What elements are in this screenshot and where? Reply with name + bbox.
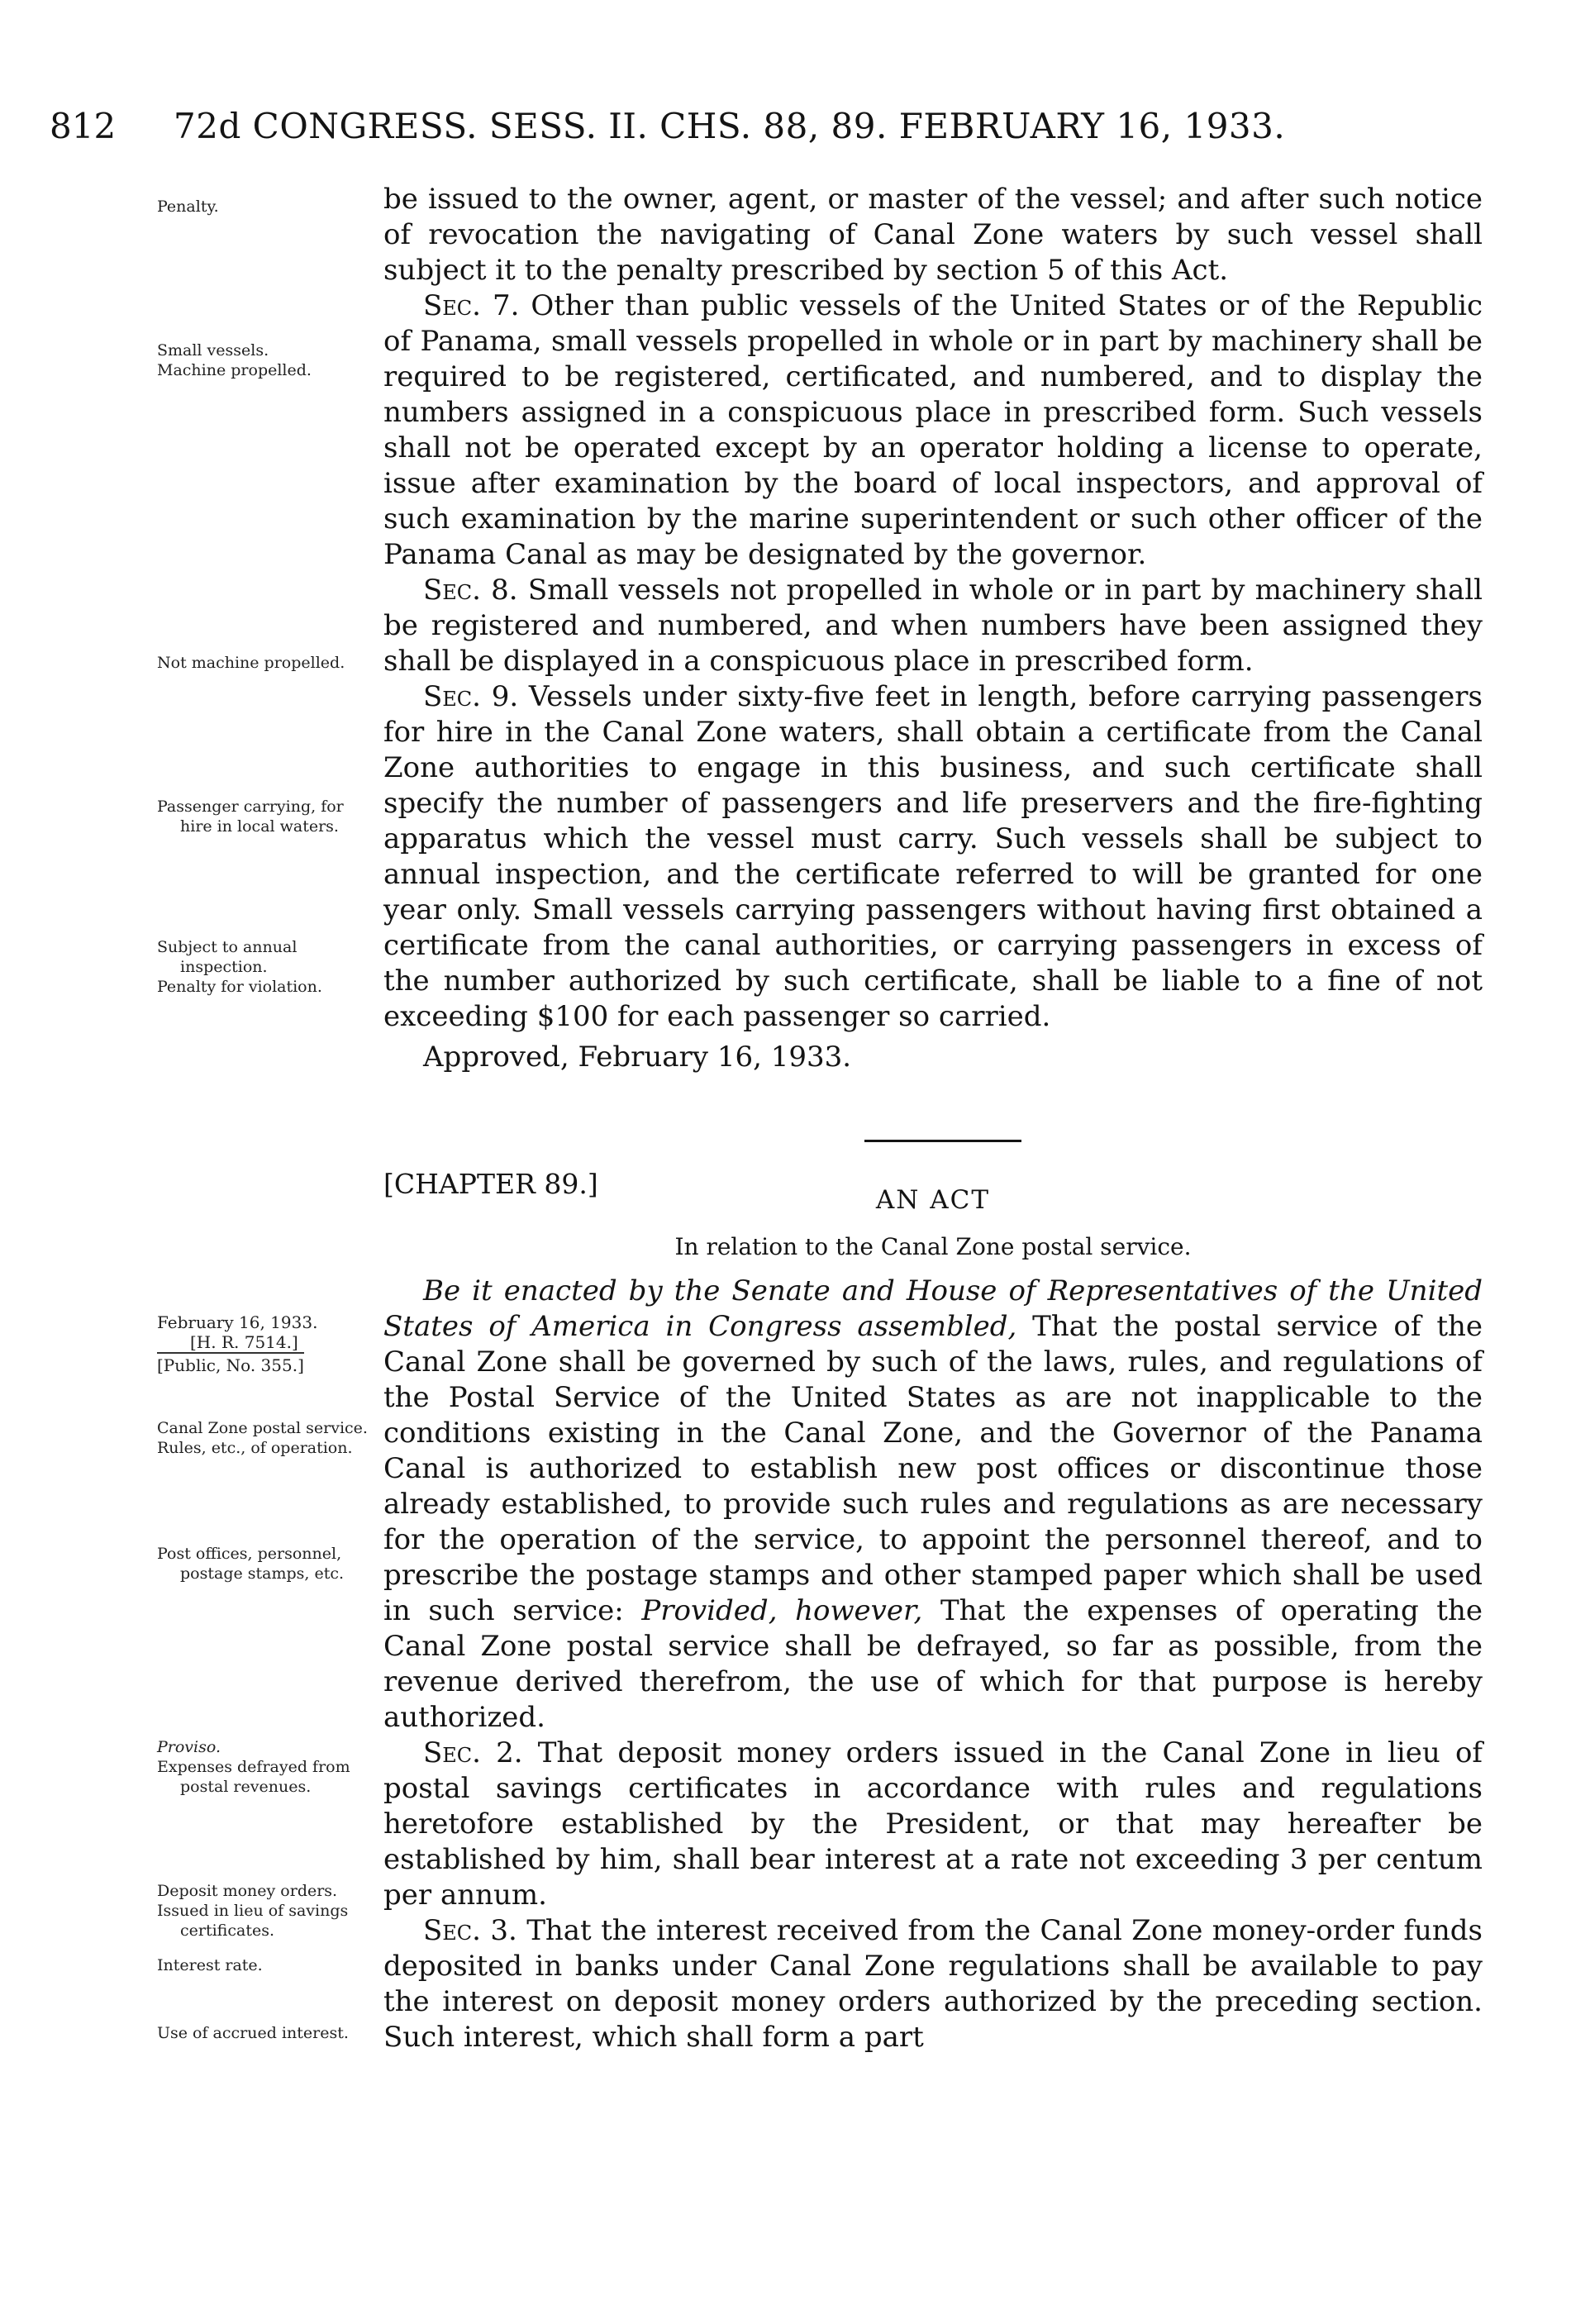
section-9 <box>383 679 1483 1035</box>
section-2-text: That deposit money orders issued in the Canal Zone in lieu of postal savings certificates in accordance with rules and regulations heretofore established by the President, or that may hereafter be established by him, shall bear interest at a rate not exceeding 3 per centum per annum. <box>383 1736 1483 1912</box>
section-7-label: Sec. 7. <box>423 289 520 322</box>
section-1-text-b: That the expenses of operating the Canal Zone postal service shall be defrayed, so far as possible, from the revenue derived therefrom, the use of which for that purpose is hereby authorized. <box>383 1594 1483 1734</box>
section-9-label: Sec. 9. <box>423 680 519 713</box>
section-3-label: Sec. 3. <box>423 1914 517 1947</box>
section-3 <box>383 1913 1483 2055</box>
sidenote-post-offices-label: Post offices, personnel, postage stamps, etc. <box>157 1545 345 1583</box>
sidenote-postal-service <box>157 1418 374 1458</box>
section-8 <box>383 573 1483 679</box>
sidenote-accrued-interest-label: Use of accrued interest. <box>157 2024 349 2042</box>
sidenote-proviso: Proviso. <box>157 1738 221 1756</box>
sidenote-public-number: [Public, No. 355.] <box>157 1352 304 1375</box>
sidenote-rules: Rules, etc., of operation. <box>157 1439 353 1457</box>
section-7-text: Other than public vessels of the United States or of the Republic of Panama, small vessels propelled in whole or in part by machinery shall be required to be registered, certificated, and numbered, and to display the numbers assigned in a conspicuous place in prescribed form. Such vessels shall not be operated except by an operator holding a license to operate, issue after examination by the board of local inspectors, and approval of such examination by the marine superintendent or such other officer of the Panama Canal as may be designated by the governor. <box>383 289 1483 571</box>
section-8-label: Sec. 8. <box>423 574 518 607</box>
running-title: 72d CONGRESS. SESS. II. CHS. 88, 89. FEBRUARY 16, 1933. <box>174 106 1286 146</box>
sidenote-annual-inspection <box>157 937 374 997</box>
paragraph-continuation: be issued to the owner, agent, or master of the vessel; and after such notice of revocation the navigating of Canal Zone waters by such vessel shall subject it to the penalty prescribed by section 5 of this Act. <box>383 183 1483 287</box>
sidenote-penalty-violation: Penalty for violation. <box>157 978 322 996</box>
sidenote-penalty: Penalty. <box>157 198 219 216</box>
act-subtitle: In relation to the Canal Zone postal service. <box>674 1233 1192 1260</box>
approved-line: Approved, February 16, 1933. <box>423 1041 852 1074</box>
section-8-text: Small vessels not propelled in whole or in part by machinery shall be registered and numbered, and when numbers have been assigned they shall be displayed in a conspicuous place in prescribed form. <box>383 574 1483 678</box>
proviso-words: Provided, however, <box>641 1594 923 1627</box>
section-1-text-a: That the postal service of the Canal Zone shall be governed by such of the laws, rules, and regulations of the Postal Service of the United States as are not inapplicable to the conditions existing in the Canal Zone, and the Governor of the Panama Canal is authorized to establish new post offices or discontinue those already established, to provide such rules and regulations as are necessary for the operation of the service, to appoint the personnel thereof, and to prescribe the postage stamps and other stamped paper which shall be used in such service: <box>383 1310 1483 1627</box>
section-2-label: Sec. 2. <box>423 1736 523 1769</box>
sidenote-issued-in-lieu: Issued in lieu of savings certificates. <box>157 1902 349 1940</box>
sidenote-passenger-carrying <box>157 797 374 836</box>
section-2 <box>383 1736 1483 1913</box>
page-number: 812 <box>50 106 117 146</box>
main-text <box>383 182 1483 2055</box>
sidenote-small-vessels-label: Small vessels. <box>157 341 269 360</box>
sidenote-small-vessels <box>157 341 374 380</box>
section-3-text: That the interest received from the Canal Zone money-order funds deposited in banks under Canal Zone regulations shall be available to pay the interest on deposit money orders authorized by the preceding section. Such interest, which shall form a part <box>383 1914 1483 2054</box>
chapter-89-heading <box>383 1125 1483 1274</box>
section-1 <box>383 1274 1483 1736</box>
enacting-clause: Be it enacted by the Senate and House of Representatives of the United States of America in Congress assembled, <box>383 1274 1483 1343</box>
sidenote-post-offices <box>157 1544 374 1583</box>
sidenote-accrued-interest <box>157 2023 374 2043</box>
sidenote-date: February 16, 1933. <box>157 1312 318 1332</box>
sidenote-not-machine-label: Not machine propelled. <box>157 654 345 672</box>
sidenote-passenger-carrying-label: Passenger carrying, for hire in local waters. <box>157 798 344 836</box>
sidenote-deposit-block <box>157 1881 374 1975</box>
sidenote-interest-rate: Interest rate. <box>157 1956 263 1974</box>
sidenote-proviso-block <box>157 1737 374 1797</box>
sidenote-annual-inspection-label: Subject to annual inspection. <box>157 938 298 976</box>
section-7 <box>383 288 1483 573</box>
sidenote-expenses: Expenses defrayed from postal revenues. <box>157 1758 350 1796</box>
sidenote-date-block <box>157 1312 374 1375</box>
sidenote-bill-number: [H. R. 7514.] <box>190 1332 298 1352</box>
chapter-label: [CHAPTER 89.] <box>383 1168 598 1200</box>
sidenote-not-machine <box>157 653 374 673</box>
sidenote-postal-service-label: Canal Zone postal service. <box>157 1419 368 1437</box>
separator-rule <box>864 1140 1021 1142</box>
sidenote-machine-propelled: Machine propelled. <box>157 361 312 379</box>
sidenote-deposit-orders: Deposit money orders. <box>157 1882 338 1900</box>
act-heading: AN ACT <box>875 1185 991 1215</box>
section-9-text: Vessels under sixty-five feet in length, before carrying passengers for hire in the Canal Zone waters, shall obtain a certificate from the Canal Zone authorities to engage in this business, and such certificate shall specify the number of passengers and life preservers and the fire-fighting apparatus which the vessel must carry. Such vessels shall be subject to annual inspection, and the certificate referred to will be granted for one year only. Small vessels carrying passengers without having first obtained a certificate from the canal authorities, or carrying passengers in excess of the number authorized by such certificate, shall be liable to a fine of not exceeding $100 for each passenger so carried. <box>383 680 1483 1033</box>
